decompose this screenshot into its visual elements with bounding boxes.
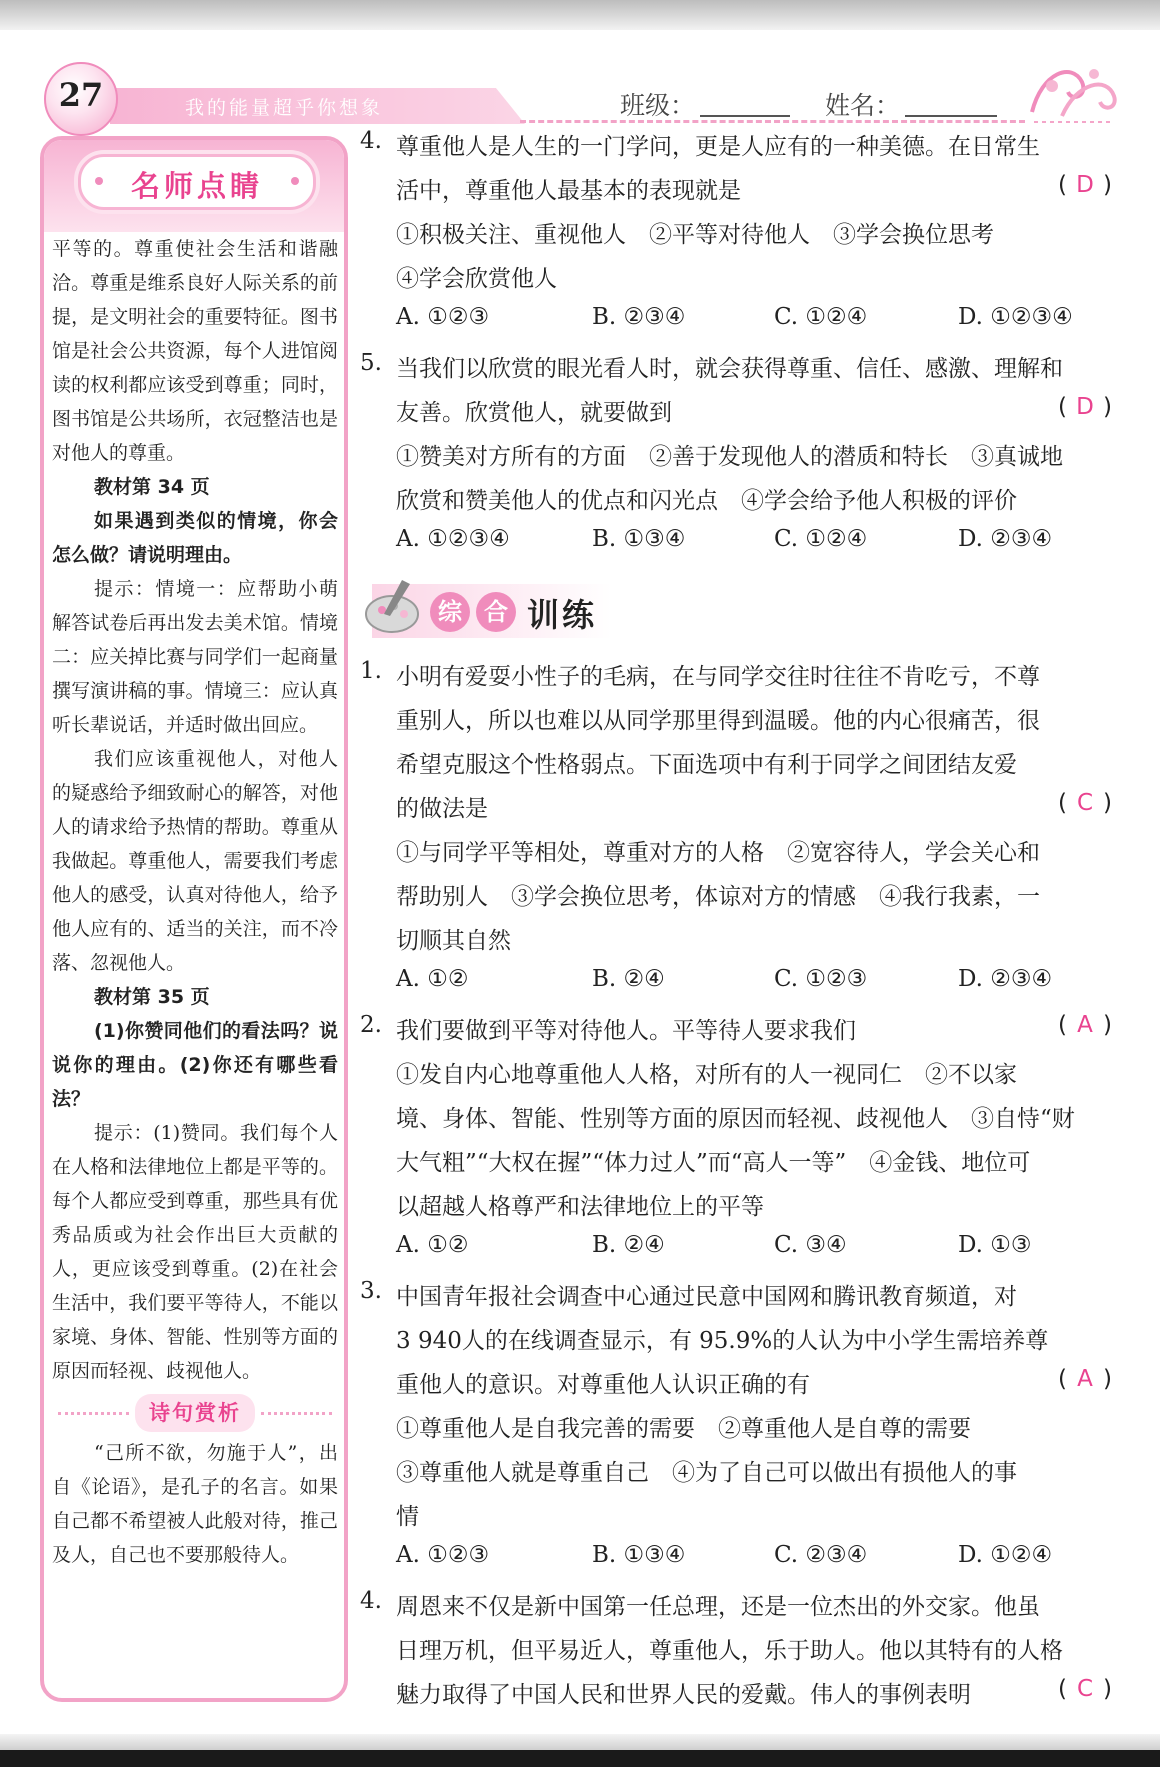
- question-number: 4.: [360, 128, 382, 154]
- sidebar-hint: 提示：(1)赞同。我们每个人在人格和法律地位上都是平等的。每个人都应受到尊重，那些具有优秀品质或为社会作出巨大贡献的人，更应该受到尊重。(2)在社会生活中，我们要平等待人，不能以家境、身体、智能、性别等方面的原因而轻视、歧视他人。: [52, 1122, 338, 1382]
- question-number: 3.: [360, 1278, 382, 1304]
- question-text: 重他人的意识。对尊重他人认识正确的有: [396, 1372, 810, 1398]
- statement-list: 以超越人格尊严和法律地位上的平等: [396, 1194, 764, 1220]
- question-text: 的做法是: [396, 796, 488, 822]
- question-text: 周恩来不仅是新中国第一任总理，还是一位杰出的外交家。他虽: [396, 1594, 1040, 1620]
- motto-text: 我的能量超乎你想象: [185, 97, 384, 119]
- option-b: B. ①③④: [592, 526, 686, 552]
- header-dashed-rule: [520, 120, 1025, 123]
- dotted-divider: [261, 1412, 332, 1415]
- statement-list: ①尊重他人是自我完善的需要 ②尊重他人是自尊的需要: [396, 1416, 971, 1442]
- statement-list: ①赞美对方所有的方面 ②善于发现他人的潜质和特长 ③真诚地: [396, 444, 1063, 470]
- top-edge: [0, 0, 1160, 30]
- sidebar-title-badge: [78, 154, 316, 210]
- question-text: 尊重他人是人生的一门学问，更是人应有的一种美德。在日常生: [396, 134, 1040, 160]
- option-b: B. ②③④: [592, 304, 686, 330]
- answer-bracket: ( C ): [1058, 790, 1112, 816]
- section-char-badge: 合: [476, 592, 516, 632]
- sidebar-body: [52, 232, 338, 1572]
- option-c: C. ①②③: [774, 966, 868, 992]
- statement-list: 大气粗”“大权在握”“体力过人”而“高人一等” ④金钱、地位可: [396, 1150, 1031, 1176]
- option-a: A. ①②③④: [396, 526, 510, 552]
- name-field-line[interactable]: [905, 115, 997, 117]
- sidebar-hint: 提示：情境一：应帮助小萌解答试卷后再出发去美术馆。情境二：应关掉比赛与同学们一起商量撰写演讲稿的事。情境三：应认真听长辈说话，并适时做出回应。: [52, 578, 338, 736]
- statement-list: ①发自内心地尊重他人人格，对所有的人一视同仁 ②不以家: [396, 1062, 1017, 1088]
- option-c: C. ③④: [774, 1232, 847, 1258]
- option-d: D. ②③④: [958, 526, 1053, 552]
- class-field-line[interactable]: [700, 115, 790, 117]
- statement-list: 切顺其自然: [396, 928, 511, 954]
- statement-list: ①与同学平等相处，尊重对方的人格 ②宽容待人，学会关心和: [396, 840, 1040, 866]
- question-text: 当我们以欣赏的眼光看人时，就会获得尊重、信任、感激、理解和: [396, 356, 1063, 382]
- question-text: 日理万机，但平易近人，尊重他人，乐于助人。他以其特有的人格: [396, 1638, 1063, 1664]
- teacher-tips-sidebar: [40, 136, 348, 1702]
- bottom-bar: [0, 1750, 1160, 1767]
- answer-bracket: ( D ): [1058, 172, 1112, 198]
- statement-list: ①积极关注、重视他人 ②平等对待他人 ③学会换位思考: [396, 222, 994, 248]
- question-number: 2.: [360, 1012, 382, 1038]
- answer-letter: C: [1076, 1676, 1094, 1702]
- statement-list: ③尊重他人就是尊重自己 ④为了自己可以做出有损他人的事: [396, 1460, 1017, 1486]
- page-number-badge: [44, 62, 118, 136]
- option-d: D. ②③④: [958, 966, 1053, 992]
- sidebar-paragraph: 我们应该重视他人，对他人的疑惑给予细致耐心的解答，对他人的请求给予热情的帮助。尊重从我做起。尊重他人，需要我们考虑他人的感受，认真对待他人，给予他人应有的、适当的关注，而不冷落、忽视他人。: [52, 748, 338, 974]
- answer-bracket: ( A ): [1058, 1012, 1112, 1038]
- answer-letter: A: [1077, 1366, 1093, 1392]
- answer-letter: D: [1076, 394, 1094, 420]
- option-a: A. ①②: [396, 1232, 469, 1258]
- section-title-comprehensive-training: [362, 576, 612, 646]
- page-number: 27: [58, 76, 104, 114]
- question-text: 魅力取得了中国人民和世界人民的爱戴。伟人的事例表明: [396, 1682, 971, 1708]
- section-char-badge: 综: [430, 592, 470, 632]
- answer-letter: D: [1076, 172, 1094, 198]
- statement-list: 情: [396, 1504, 419, 1530]
- statement-list: 帮助别人 ③学会换位思考，体谅对方的情感 ④我行我素，一: [396, 884, 1040, 910]
- class-label: 班级：: [620, 91, 696, 120]
- question-text: 3 940人的在线调查显示，有 95.9%的人认为中小学生需培养尊: [396, 1328, 1049, 1354]
- option-a: A. ①②: [396, 966, 469, 992]
- option-d: D. ①②③④: [958, 304, 1073, 330]
- option-a: A. ①②③: [396, 1542, 490, 1568]
- question-text: 活中，尊重他人最基本的表现就是: [396, 178, 741, 204]
- statement-list: ④学会欣赏他人: [396, 266, 557, 292]
- option-c: C. ①②④: [774, 304, 868, 330]
- question-text: 我们要做到平等对待他人。平等待人要求我们: [396, 1018, 856, 1044]
- statement-list: 境、身体、智能、性别等方面的原因而轻视、歧视他人 ③自恃“财: [396, 1106, 1075, 1132]
- answer-bracket: ( A ): [1058, 1366, 1112, 1392]
- poem-section-header: [52, 1394, 338, 1432]
- option-a: A. ①②③: [396, 304, 490, 330]
- statement-list: 欣赏和赞美他人的优点和闪光点 ④学会给予他人积极的评价: [396, 488, 1017, 514]
- sidebar-question: 如果遇到类似的情境，你会怎么做？请说明理由。: [52, 510, 338, 566]
- section-title-text: 训练: [527, 596, 598, 634]
- bottom-edge: [0, 1734, 1160, 1750]
- palette-brush-icon: [362, 576, 426, 640]
- sidebar-title: 名师点睛: [130, 169, 263, 203]
- option-b: B. ②④: [592, 1232, 665, 1258]
- dot-icon: [291, 177, 299, 185]
- dotted-divider: [58, 1412, 129, 1415]
- textbook-page-ref: 教材第 34 页: [94, 476, 210, 498]
- name-label: 姓名：: [825, 91, 901, 120]
- sidebar-question: (1)你赞同他们的看法吗？说说你的理由。(2)你还有哪些看法？: [52, 1020, 338, 1110]
- floral-flourish-icon: [1022, 52, 1122, 126]
- option-c: C. ①②④: [774, 526, 868, 552]
- answer-letter: C: [1076, 790, 1094, 816]
- textbook-page-ref: 教材第 35 页: [94, 986, 210, 1008]
- poem-analysis: “己所不欲，勿施于人”，出自《论语》，是孔子的名言。如果自己都不希望被人此般对待，推己及人，自己也不要那般待人。: [52, 1442, 338, 1566]
- question-text: 友善。欣赏他人，就要做到: [396, 400, 672, 426]
- answer-letter: A: [1077, 1012, 1093, 1038]
- sidebar-paragraph: 平等的。尊重使社会生活和谐融洽。尊重是维系良好人际关系的前提，是文明社会的重要特征。图书馆是社会公共资源，每个人进馆阅读的权利都应该受到尊重；同时，图书馆是公共场所，衣冠整洁也是对他人的尊重。: [52, 238, 338, 464]
- question-text: 中国青年报社会调查中心通过民意中国网和腾讯教育频道，对: [396, 1284, 1017, 1310]
- question-text: 希望克服这个性格弱点。下面选项中有利于同学之间团结友爱: [396, 752, 1017, 778]
- question-number: 1.: [360, 658, 382, 684]
- answer-bracket: ( D ): [1058, 394, 1112, 420]
- question-text: 重别人，所以也难以从同学那里得到温暖。他的内心很痛苦，很: [396, 708, 1040, 734]
- question-number: 4.: [360, 1588, 382, 1614]
- option-b: B. ②④: [592, 966, 665, 992]
- option-c: C. ②③④: [774, 1542, 868, 1568]
- question-text: 小明有爱耍小性子的毛病，在与同学交往时往往不肯吃亏，不尊: [396, 664, 1040, 690]
- option-b: B. ①③④: [592, 1542, 686, 1568]
- option-d: D. ①③: [958, 1232, 1032, 1258]
- question-number: 5.: [360, 350, 382, 376]
- answer-bracket: ( C ): [1058, 1676, 1112, 1702]
- option-d: D. ①②④: [958, 1542, 1053, 1568]
- poem-section-title: 诗句赏析: [135, 1394, 255, 1432]
